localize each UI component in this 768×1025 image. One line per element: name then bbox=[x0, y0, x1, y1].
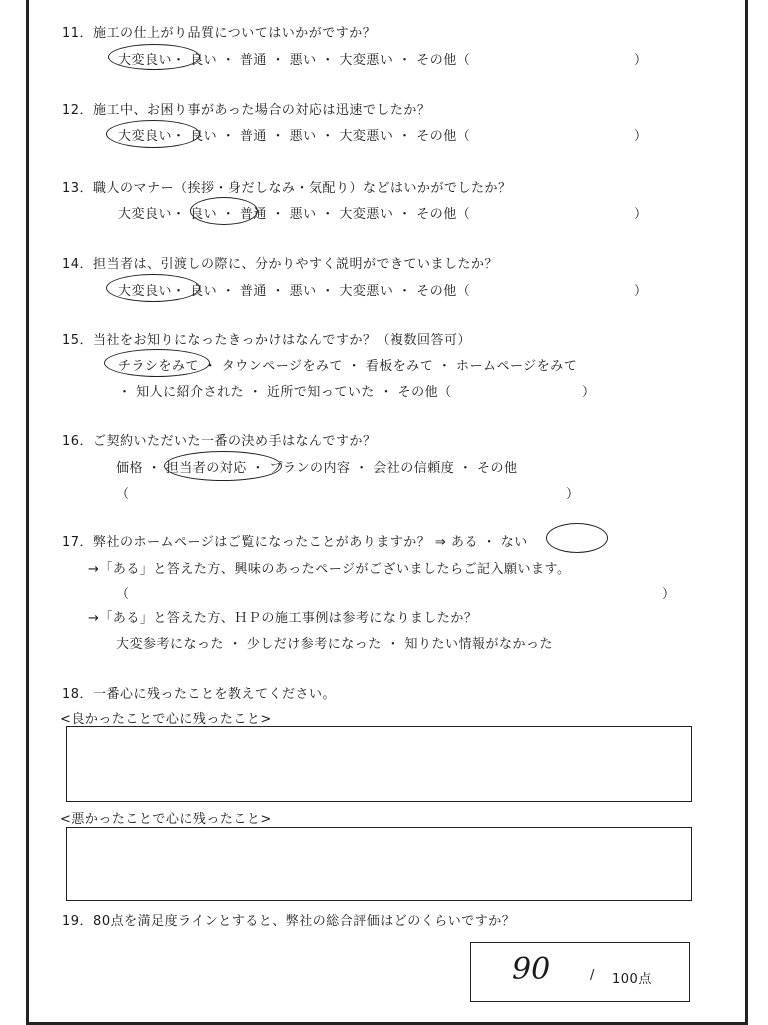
q18-question: 18．一番心に残ったことを教えてください。 bbox=[62, 687, 337, 702]
q15-options-line2[interactable]: ・ 知人に紹介された ・ 近所で知っていた ・ その他（ bbox=[118, 385, 452, 400]
q19-max: 100点 bbox=[612, 972, 652, 987]
q18-good-box[interactable] bbox=[66, 726, 692, 802]
q12-close: ） bbox=[634, 129, 648, 144]
q15-options-line1[interactable]: チラシをみて ・ タウンページをみて ・ 看板をみて ・ ホームページをみて bbox=[118, 359, 578, 374]
q19-score: 90 bbox=[512, 952, 551, 987]
q17-options[interactable]: 大変参考になった ・ 少しだけ参考になった ・ 知りたい情報がなかった bbox=[116, 637, 554, 652]
q19-score-box[interactable] bbox=[470, 942, 690, 1002]
q17-follow2: →「ある」と答えた方、ＨＰの施工事例は参考になりましたか？ bbox=[88, 611, 478, 626]
q18-bad-label: <悪かったことで心に残ったこと> bbox=[60, 812, 272, 827]
q14-options[interactable]: 大変良い・ 良い ・ 普通 ・ 悪い ・ 大変悪い ・ その他（ bbox=[118, 284, 471, 299]
q16-close: ） bbox=[566, 487, 580, 502]
q17-open: （ bbox=[116, 587, 130, 602]
q19-slash: / bbox=[590, 968, 595, 983]
q17-close: ） bbox=[662, 587, 676, 602]
q16-open: （ bbox=[116, 487, 130, 502]
q11-close: ） bbox=[634, 53, 648, 68]
q18-good-label: <良かったことで心に残ったこと> bbox=[60, 712, 272, 727]
q16-question: 16．ご契約いただいた一番の決め手はなんですか？ bbox=[62, 434, 377, 449]
q12-options[interactable]: 大変良い・ 良い ・ 普通 ・ 悪い ・ 大変悪い ・ その他（ bbox=[118, 129, 471, 144]
q15-close: ） bbox=[582, 385, 596, 400]
q17-question[interactable]: 17．弊社のホームページはご覧になったことがありますか？ ⇒ ある ・ ない bbox=[62, 535, 528, 550]
q14-close: ） bbox=[634, 284, 648, 299]
q13-close: ） bbox=[634, 207, 648, 222]
q11-question: 11．施工の仕上がり品質についてはいかがですか？ bbox=[62, 26, 377, 41]
q17-follow1: →「ある」と答えた方、興味のあったページがございましたらご記入願います。 bbox=[88, 562, 571, 577]
q12-question: 12．施工中、お困り事があった場合の対応は迅速でしたか？ bbox=[62, 103, 431, 118]
q19-question: 19．80点を満足度ラインとすると、弊社の総合評価はどのくらいですか？ bbox=[62, 914, 516, 929]
q15-question: 15．当社をお知りになったきっかけはなんですか？（複数回答可） bbox=[62, 333, 472, 348]
q18-bad-box[interactable] bbox=[66, 827, 692, 901]
q13-options[interactable]: 大変良い・ 良い ・ 普通 ・ 悪い ・ 大変悪い ・ その他（ bbox=[118, 207, 471, 222]
q13-question: 13．職人のマナー（挨拶・身だしなみ・気配り）などはいかがでしたか？ bbox=[62, 181, 512, 196]
q11-options[interactable]: 大変良い・ 良い ・ 普通 ・ 悪い ・ 大変悪い ・ その他（ bbox=[118, 53, 471, 68]
q14-question: 14．担当者は、引渡しの際に、分かりやすく説明ができていましたか？ bbox=[62, 257, 499, 272]
q16-options[interactable]: 価格 ・ 担当者の対応 ・ プランの内容 ・ 会社の信頼度 ・ その他 bbox=[116, 461, 518, 476]
